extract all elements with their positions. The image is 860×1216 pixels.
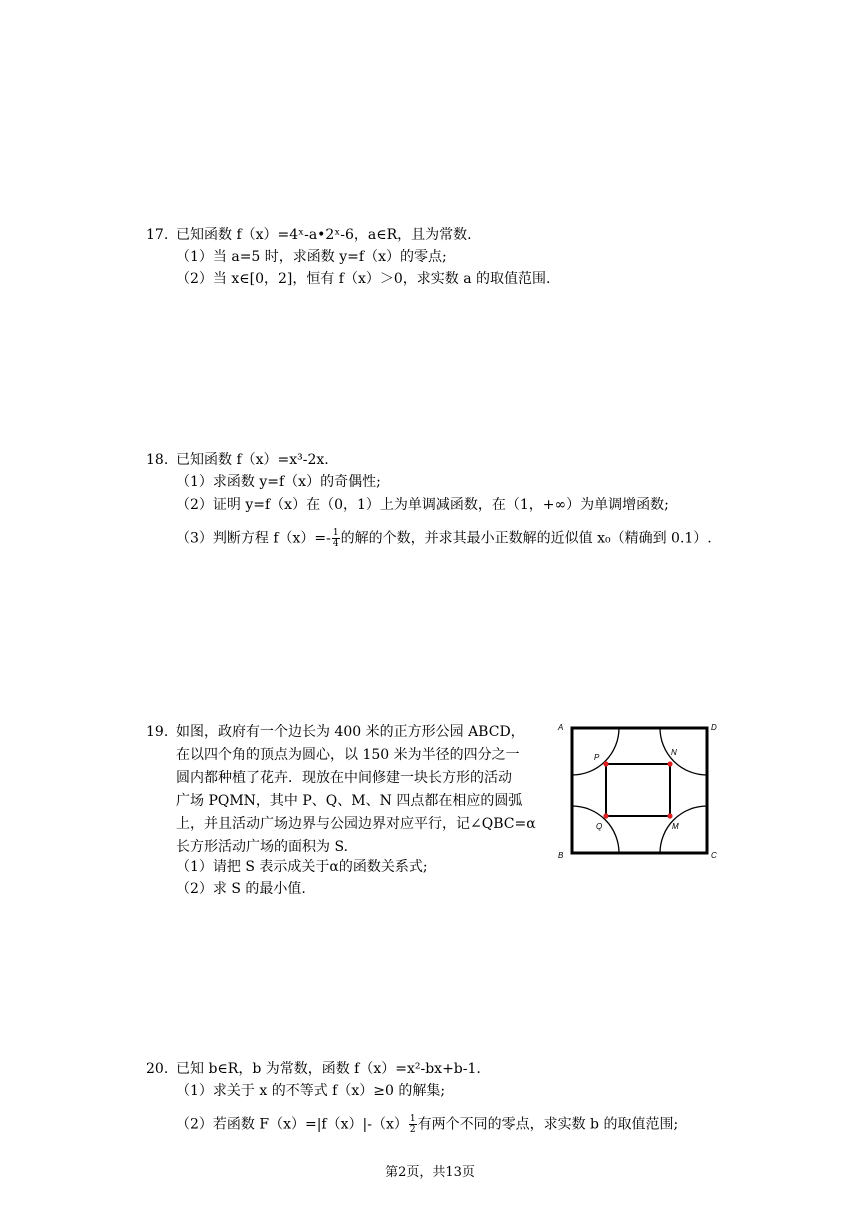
point-n	[667, 761, 672, 766]
q18-number: 18.	[146, 452, 169, 468]
q18-fraction-numerator: 1	[332, 528, 339, 538]
label-a: A	[558, 723, 564, 732]
label-p: P	[594, 753, 600, 762]
q20-part2-text-b: 有两个不同的零点，求实数 b 的取值范围;	[417, 1116, 679, 1133]
label-d: D	[711, 723, 717, 732]
q20-part2	[176, 1114, 678, 1135]
arc-c	[660, 806, 707, 853]
q17-number: 17.	[146, 227, 169, 243]
q18-part3	[176, 528, 712, 549]
park-square	[572, 728, 707, 853]
label-m: M	[672, 822, 679, 831]
label-n: N	[671, 748, 677, 757]
q17-part1: （1）当 a=5 时，求函数 y=f（x）的零点;	[176, 249, 447, 265]
page-footer: 第2页，共13页	[385, 1165, 475, 1180]
q17-stem: 已知函数 f（x）=4ˣ-a•2ˣ-6，a∈R，且为常数.	[176, 227, 472, 243]
q18-part3-text-a: （3）判断方程 f（x）=-	[176, 530, 331, 547]
q18-part2: （2）证明 y=f（x）在（0，1）上为单调减函数，在（1，+∞）为单调增函数;	[176, 497, 669, 513]
label-b: B	[558, 851, 564, 860]
q20-number: 20.	[146, 1061, 169, 1077]
plaza-rectangle	[606, 764, 670, 816]
point-m	[667, 813, 672, 818]
q19-part2: （2）求 S 的最小值.	[176, 881, 306, 897]
q18-fraction	[332, 528, 340, 549]
q19-line-2: 在以四个角的顶点为圆心，以 150 米为半径的四分之一	[176, 747, 520, 763]
q20-part1: （1）求关于 x 的不等式 f（x）≥0 的解集;	[176, 1083, 446, 1099]
point-q	[603, 813, 608, 818]
q19-number: 19.	[146, 724, 169, 740]
arc-a	[572, 728, 619, 775]
q18-part3-text-b: 的解的个数，并求其最小正数解的近似值 x₀（精确到 0.1）.	[340, 530, 712, 547]
q19-line-5: 上，并且活动广场边界与公园边界对应平行，记∠QBC=α	[176, 816, 536, 832]
label-q: Q	[596, 822, 603, 831]
q20-fraction	[409, 1114, 417, 1135]
label-c: C	[711, 851, 717, 860]
q20-stem: 已知 b∈R，b 为常数，函数 f（x）=x²-bx+b-1.	[176, 1061, 481, 1077]
q18-stem: 已知函数 f（x）=x³-2x.	[176, 452, 329, 468]
q20-fraction-denominator: 2	[409, 1125, 416, 1135]
q19-part1: （1）请把 S 表示成关于α的函数关系式;	[176, 859, 428, 875]
q19-line-3: 圆内都种植了花卉．现放在中间修建一块长方形的活动	[176, 770, 512, 786]
q20-fraction-numerator: 1	[409, 1114, 416, 1124]
q19-line-6: 长方形活动广场的面积为 S.	[176, 839, 348, 855]
q18-part1: （1）求函数 y=f（x）的奇偶性;	[176, 474, 381, 490]
q19-line-1: 如图，政府有一个边长为 400 米的正方形公园 ABCD，	[176, 724, 525, 740]
q18-fraction-denominator: 4	[332, 539, 339, 549]
park-diagram	[556, 718, 721, 863]
point-p	[603, 761, 608, 766]
q19-line-4: 广场 PQMN，其中 P、Q、M、N 四点都在相应的圆弧	[176, 793, 523, 809]
arc-d	[660, 728, 707, 775]
q17-part2: （2）当 x∈[0，2]，恒有 f（x）＞0，求实数 a 的取值范围.	[176, 271, 551, 287]
q20-part2-text-a: （2）若函数 F（x）=|f（x）|-（x）	[176, 1116, 408, 1133]
